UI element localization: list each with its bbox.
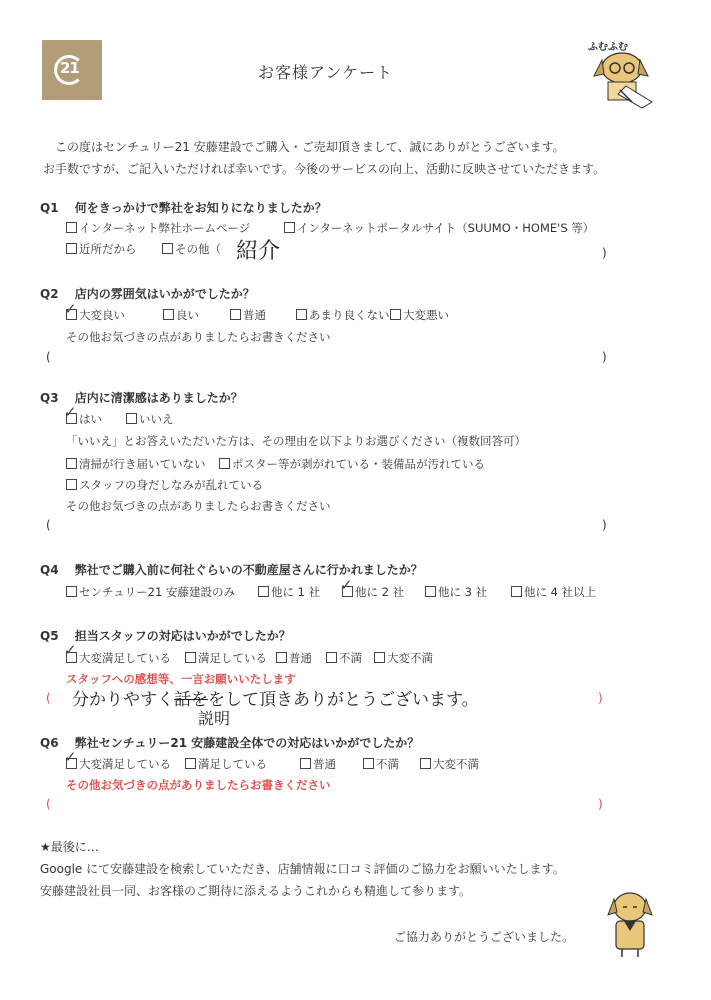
company-logo	[42, 40, 102, 100]
q3-reason-poster[interactable]: ポスター等が剥がれている・装備品が汚れている	[219, 456, 485, 472]
checkbox-icon[interactable]	[66, 586, 77, 597]
checkbox-icon[interactable]	[258, 586, 269, 597]
q2-option-good[interactable]: 良い	[163, 307, 199, 323]
checkbox-icon[interactable]	[420, 758, 431, 769]
mascot-caption: ふむふむ	[588, 42, 628, 53]
footer-heading: ★最後に…	[40, 840, 99, 854]
q1-paren-close: )	[602, 246, 607, 260]
q6-option-very-unsatisfied[interactable]: 大変不満	[420, 756, 479, 772]
q2-paren-close: )	[602, 350, 607, 364]
q1-handwritten-answer[interactable]: 紹介	[236, 239, 281, 264]
q6-paren-open: (	[46, 797, 51, 811]
q5-option-very-satisfied[interactable]: 大変満足している	[66, 650, 171, 666]
q5-answer-struck: 話を	[174, 690, 208, 710]
q2-option-very-bad[interactable]: 大変悪い	[390, 307, 449, 323]
checkbox-icon[interactable]	[230, 309, 241, 320]
q1-option-nearby[interactable]: 近所だから	[66, 241, 137, 257]
page-title: お客様アンケート	[258, 63, 394, 82]
logo-text: 21	[60, 59, 79, 77]
checkbox-icon[interactable]	[66, 458, 77, 469]
footer-thanks: ご協力ありがとうございました。	[394, 930, 575, 944]
q3-option-yes[interactable]: はい	[66, 411, 102, 427]
q5-paren-close: )	[598, 691, 603, 705]
q5-answer-part1: 分かりやすく	[72, 690, 174, 710]
q1-option-portal[interactable]: インターネットポータルサイト（SUUMO・HOME'S 等）	[284, 220, 594, 236]
checkbox-icon[interactable]	[66, 309, 77, 320]
dog-mascot-bowing-icon	[600, 885, 660, 960]
q6-text: 弊社センチュリー21 安藤建設全体での対応はいかがでしたか？	[74, 736, 420, 750]
q5-option-unsatisfied[interactable]: 不満	[326, 650, 362, 666]
q2-option-normal[interactable]: 普通	[230, 307, 266, 323]
q3-paren-open: (	[46, 518, 51, 532]
q3-text: 店内に清潔感はありましたか？	[74, 391, 243, 405]
q5-text: 担当スタッフの対応はいかがでしたか？	[74, 629, 291, 643]
q2-check-mark: ✓	[64, 300, 77, 318]
checkbox-icon[interactable]	[374, 652, 385, 663]
checkbox-icon[interactable]	[66, 758, 77, 769]
checkbox-icon[interactable]	[296, 309, 307, 320]
q5-option-very-unsatisfied[interactable]: 大変不満	[374, 650, 433, 666]
q6-number: Q6	[40, 736, 59, 750]
q2-option-very-good[interactable]: 大変良い	[66, 307, 125, 323]
checkbox-icon[interactable]	[326, 652, 337, 663]
q2-paren-open: (	[46, 350, 51, 364]
checkbox-icon[interactable]	[66, 413, 77, 424]
q4-text: 弊社でご購入前に何社ぐらいの不動産屋さんに行かれましたか？	[74, 563, 423, 577]
checkbox-icon[interactable]	[511, 586, 522, 597]
q4-option-only[interactable]: センチュリー21 安藤建設のみ	[66, 584, 235, 600]
footer-line-1: Google にて安藤建設を検索していただき、店舗情報に口コミ評価のご協力をお願いいたします。	[40, 862, 565, 876]
q4-option-2[interactable]: 他に 2 社	[342, 584, 404, 600]
q6-option-satisfied[interactable]: 満足している	[185, 756, 267, 772]
q5-answer-correction: 説明	[198, 709, 231, 728]
checkbox-icon[interactable]	[390, 309, 401, 320]
q5-answer-part2: をして頂きありがとうございます。	[208, 690, 479, 710]
q4-option-4plus[interactable]: 他に 4 社以上	[511, 584, 596, 600]
q5-question	[40, 627, 291, 644]
q1-question	[40, 199, 327, 216]
q6-other-label: その他お気づきの点がありましたらお書きください	[66, 778, 331, 792]
footer-line-2: 安藤建設社員一同、お客様のご期待に添えるようこれからも精進して参ります。	[40, 884, 472, 898]
q2-text: 店内の雰囲気はいかがでしたか？	[74, 287, 255, 301]
checkbox-icon[interactable]	[342, 586, 353, 597]
q3-reason-appearance[interactable]: スタッフの身だしなみが乱れている	[66, 477, 263, 493]
checkbox-icon[interactable]	[276, 652, 287, 663]
q1-text: 何をきっかけで弊社をお知りになりましたか？	[74, 201, 327, 215]
q6-option-normal[interactable]: 普通	[300, 756, 336, 772]
q2-option-not-good[interactable]: あまり良くない	[296, 307, 390, 323]
q3-other-label: その他お気づきの点がありましたらお書きください	[66, 499, 331, 513]
q4-number: Q4	[40, 563, 59, 577]
checkbox-icon[interactable]	[185, 758, 196, 769]
checkbox-icon[interactable]	[66, 479, 77, 490]
q4-question	[40, 561, 423, 578]
checkbox-icon[interactable]	[284, 222, 295, 233]
q3-paren-close: )	[602, 518, 607, 532]
mascot-reading	[582, 38, 662, 108]
q5-handwritten-answer[interactable]	[72, 685, 479, 710]
q3-reason-cleaning[interactable]: 清掃が行き届いていない	[66, 456, 206, 472]
q3-number: Q3	[40, 391, 59, 405]
q5-paren-open: (	[46, 691, 51, 705]
checkbox-icon[interactable]	[425, 586, 436, 597]
checkbox-icon[interactable]	[185, 652, 196, 663]
dog-mascot-icon	[582, 46, 662, 116]
q1-option-homepage[interactable]: インターネット弊社ホームページ	[66, 220, 250, 236]
q4-option-1[interactable]: 他に 1 社	[258, 584, 320, 600]
intro-line-1: この度はセンチュリー21 安藤建設でご購入・ご売却頂きまして、誠にありがとうございます。	[55, 140, 565, 154]
q6-check-mark: ✓	[64, 748, 77, 766]
checkbox-icon[interactable]	[66, 243, 77, 254]
checkbox-icon[interactable]	[363, 758, 374, 769]
checkbox-icon[interactable]	[162, 243, 173, 254]
q4-check-mark: ✓	[340, 576, 353, 594]
q3-check-mark: ✓	[64, 403, 77, 421]
checkbox-icon[interactable]	[300, 758, 311, 769]
checkbox-icon[interactable]	[66, 652, 77, 663]
q6-option-unsatisfied[interactable]: 不満	[363, 756, 399, 772]
checkbox-icon[interactable]	[219, 458, 230, 469]
q3-note: 「いいえ」とお答えいただいた方は、その理由を以下よりお選びください（複数回答可）	[66, 434, 526, 448]
q5-comment-label: スタッフへの感想等、一言お願いいたします	[66, 672, 296, 686]
q6-paren-close: )	[598, 797, 603, 811]
q2-number: Q2	[40, 287, 59, 301]
q2-other-label: その他お気づきの点がありましたらお書きください	[66, 330, 331, 344]
q6-option-very-satisfied[interactable]: 大変満足している	[66, 756, 171, 772]
q6-question	[40, 734, 419, 751]
q3-option-no[interactable]: いいえ	[126, 411, 174, 427]
intro-line-2: お手数ですが、ご記入いただければ幸いです。今後のサービスの向上、活動に反映させていただきます。	[43, 162, 606, 176]
q5-check-mark: ✓	[64, 641, 77, 659]
q5-option-satisfied[interactable]: 満足している	[185, 650, 267, 666]
q4-option-3[interactable]: 他に 3 社	[425, 584, 487, 600]
q1-option-other[interactable]: その他（	[162, 241, 221, 257]
checkbox-icon[interactable]	[163, 309, 174, 320]
q5-option-normal[interactable]: 普通	[276, 650, 312, 666]
checkbox-icon[interactable]	[66, 222, 77, 233]
q5-number: Q5	[40, 629, 59, 643]
q1-number: Q1	[40, 201, 59, 215]
checkbox-icon[interactable]	[126, 413, 137, 424]
